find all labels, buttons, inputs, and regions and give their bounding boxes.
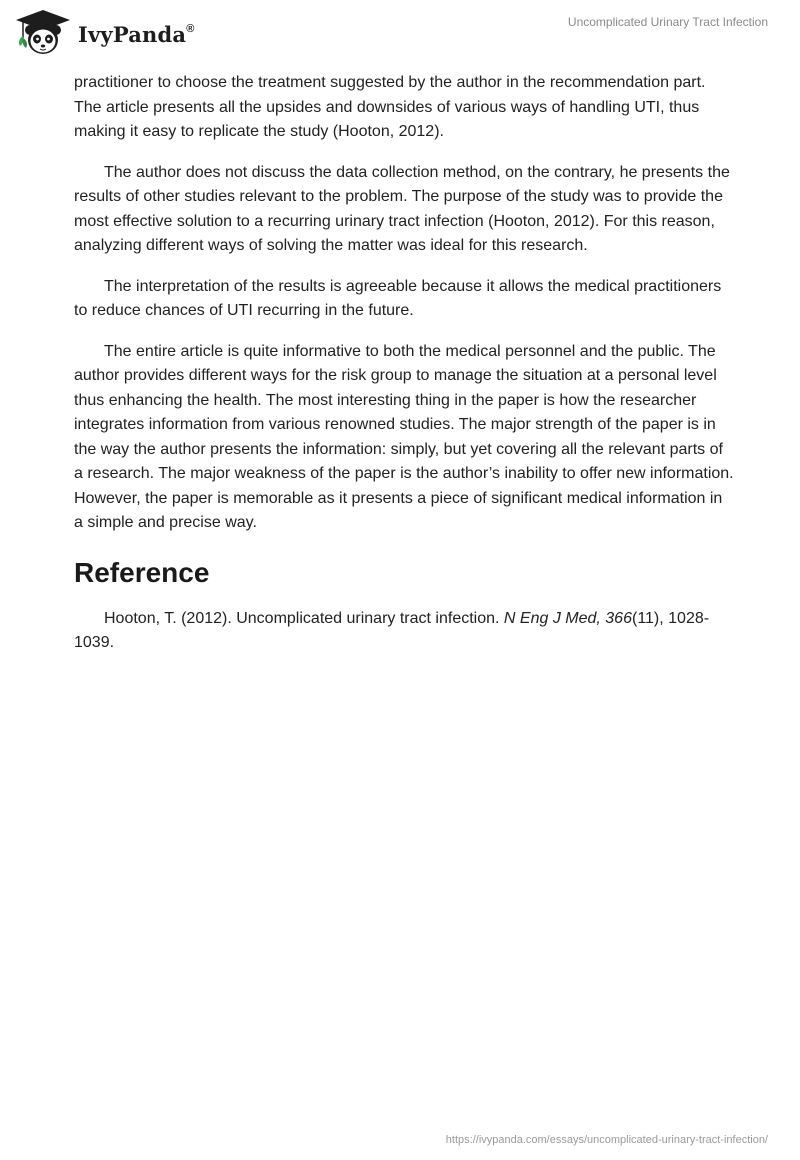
brand-name: IvyPanda® <box>78 21 195 47</box>
reference-journal: N Eng J Med, 366 <box>503 609 632 627</box>
registered-mark: ® <box>186 22 195 35</box>
reference-authors-title: Hooton, T. (2012). Uncomplicated urinary tract infection. <box>104 609 504 627</box>
reference-entry <box>74 607 734 656</box>
paragraph-data-collection: The author does not discuss the data collection method, on the contrary, he presents the results of other studies relevant to the problem. The purpose of the study was to provide the most effective solution to a recurring urinary tract infection (Hooton, 2012). For this reason, analyzing different ways of solving the matter was ideal for this research. <box>74 163 730 254</box>
paragraph-interpretation: The interpretation of the results is agreeable because it allows the medical practitioners to reduce chances of UTI recurring in the future. <box>74 277 722 319</box>
logo[interactable] <box>14 8 195 56</box>
panda-graduate-icon <box>14 8 72 56</box>
paragraph-evaluation: The entire article is quite informative to both the medical personnel and the public. The author provides different ways for the risk group to manage the situation at a personal level thus enhancing the health. The most interesting thing in the paper is how the researcher integrates information from various renowned studies. The major strength of the paper is in the way the author presents the information: simply, but yet covering all the relevant parts of a research. The major weakness of the paper is the author’s inability to offer new information. However, the paper is memorable as it presents a piece of significant medical information in a simple and precise way. <box>74 342 734 531</box>
page-header <box>0 0 800 70</box>
footer-url-link[interactable]: https://ivypanda.com/essays/uncomplicated-urinary-tract-infection/ <box>445 1134 768 1146</box>
document-title: Uncomplicated Urinary Tract Infection <box>567 15 768 29</box>
paragraph-continued: practitioner to choose the treatment suggested by the author in the recommendation part. The article presents all the upsides and downsides of various ways of handling UTI, thus making it easy to replicate the study (Hooton, 2012). <box>74 74 706 140</box>
reference-issue-pages: (11), 1028- 1039. <box>74 609 710 651</box>
reference-heading: Reference <box>74 556 210 588</box>
essay-content <box>74 71 734 672</box>
